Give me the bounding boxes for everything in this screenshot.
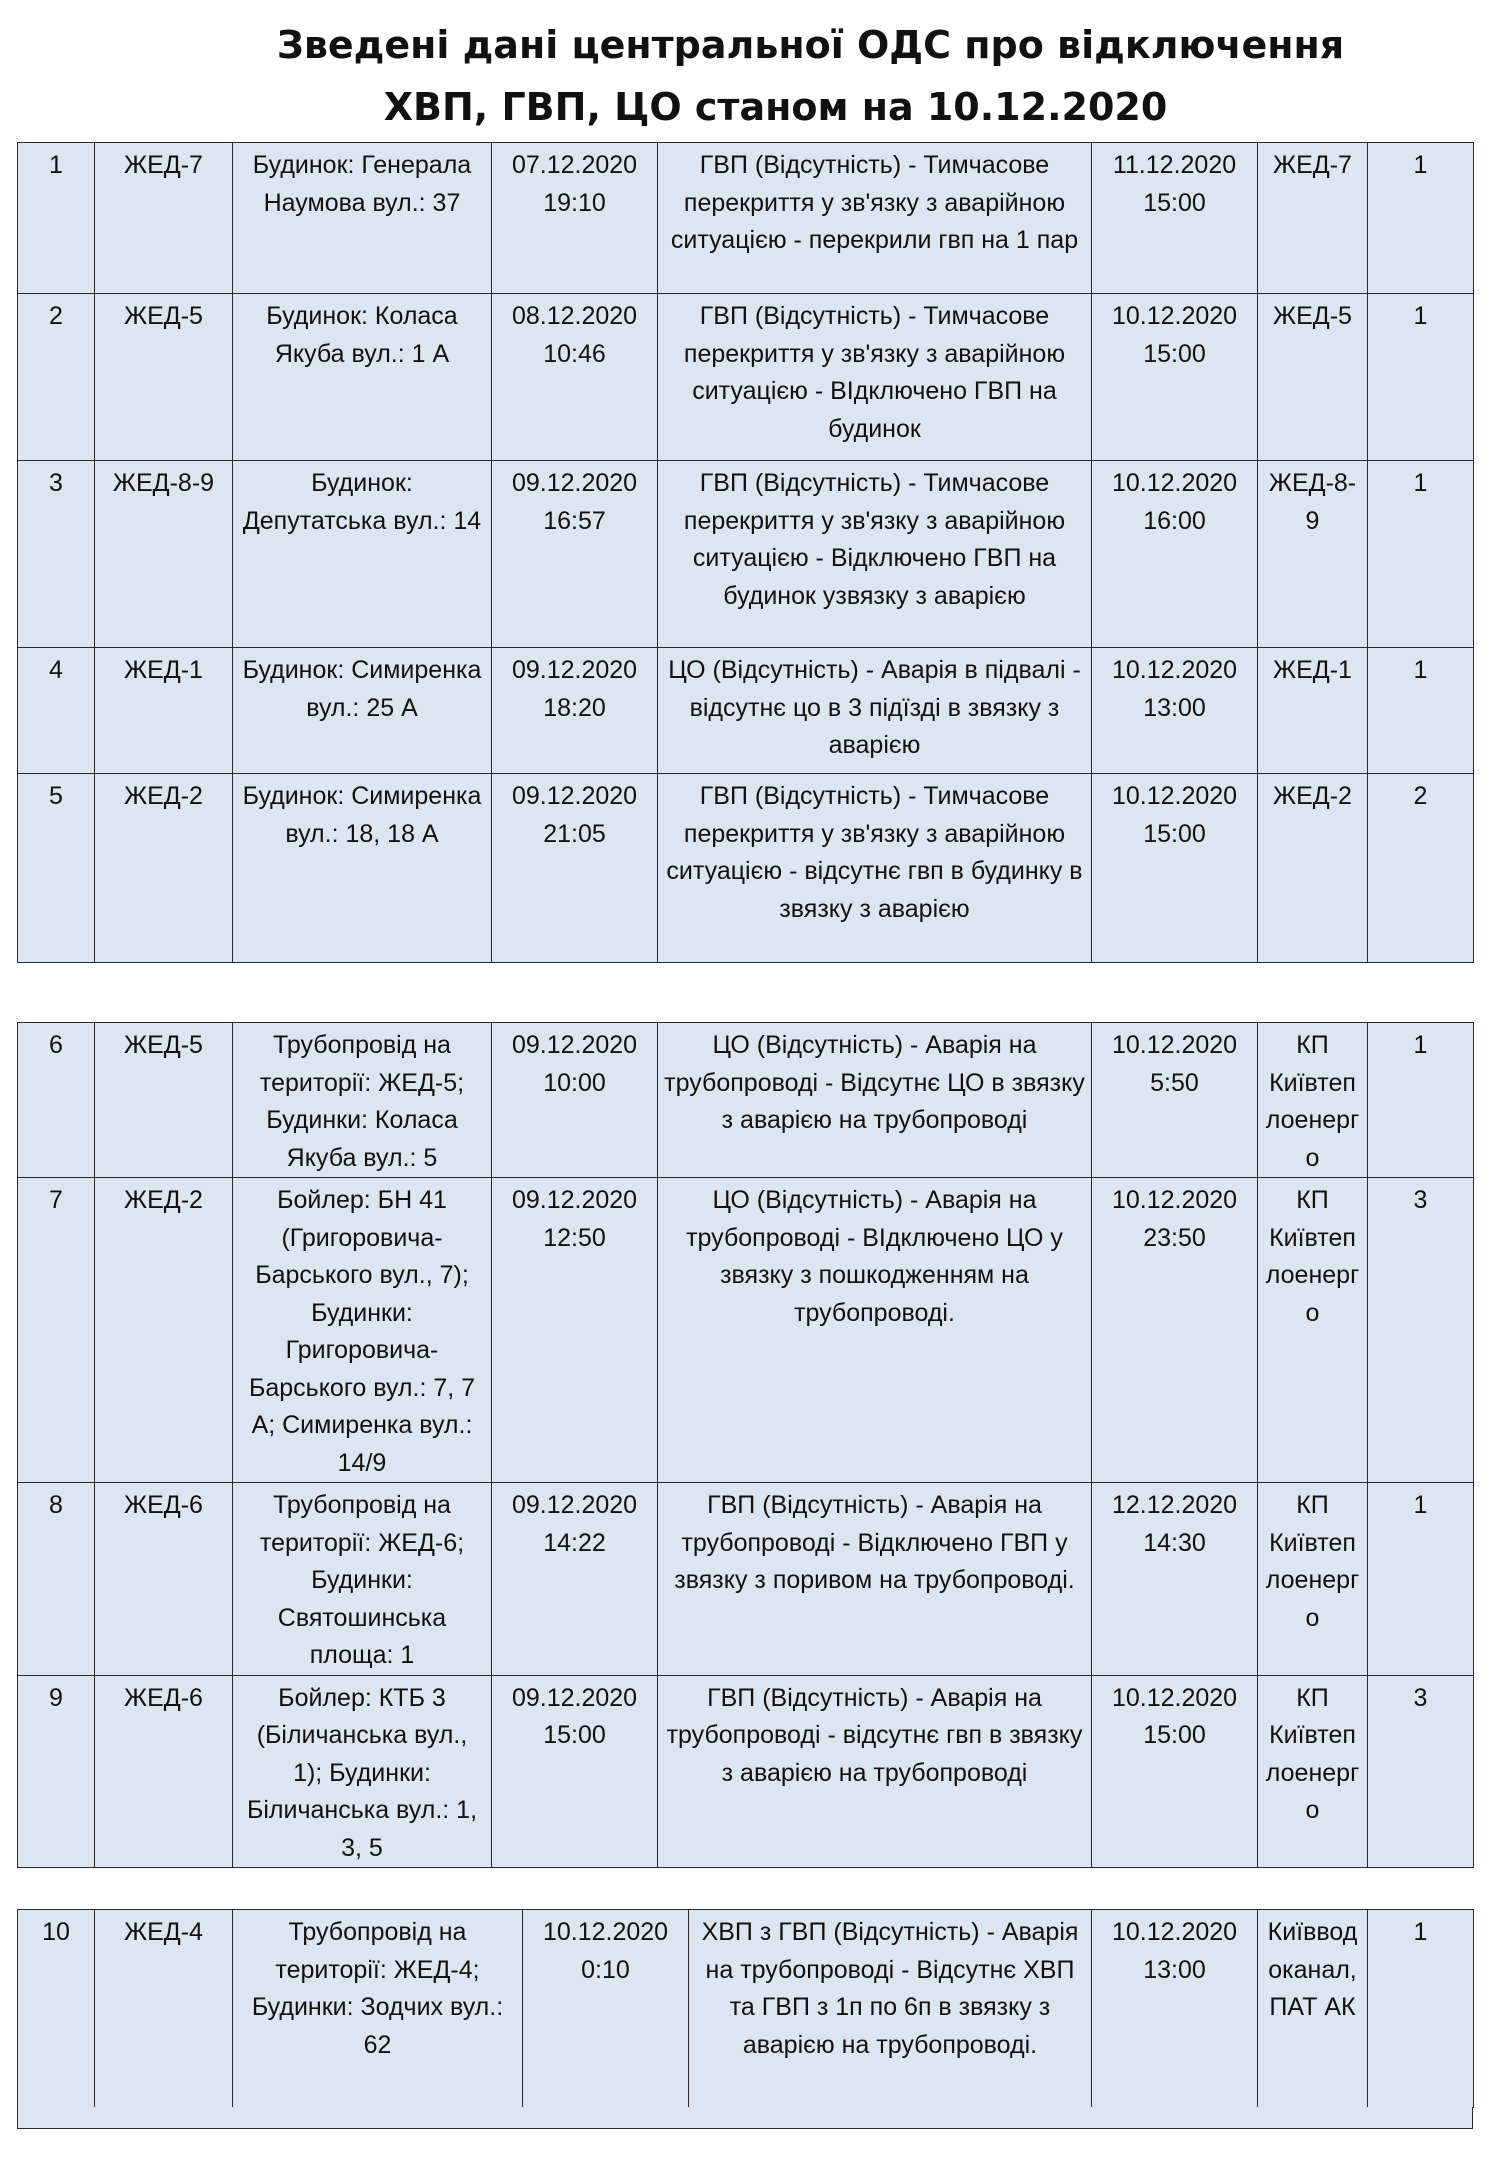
cell-org: ЖЕД-6 [95, 1483, 233, 1676]
cell-description: ЦО (Відсутність) - Аварія на трубопроводі - ВІдключено ЦО у звязку з пошкодженням на трубопроводі. [658, 1178, 1092, 1483]
cell-num: 5 [18, 774, 95, 963]
title-line-2: ХВП, ГВП, ЦО станом на 10.12.2020 [383, 85, 1168, 129]
cell-org: ЖЕД-5 [95, 1023, 233, 1178]
cell-num: 2 [18, 294, 95, 461]
cell-description: ГВП (Відсутність) - Аварія на трубопроводі - Відключено ГВП у звязку з поривом на трубопроводі. [658, 1483, 1092, 1676]
title-line-1: Зведені дані центральної ОДС про відключення [276, 23, 1345, 67]
cell-address: Трубопровід на території: ЖЕД-4; Будинки: Зодчих вул.: 62 [233, 1910, 523, 2108]
cell-count: 1 [1368, 1023, 1474, 1178]
cell-start: 09.12.2020 14:22 [492, 1483, 658, 1676]
table-row [18, 1023, 1474, 1178]
outage-table-block-2 [17, 1022, 1474, 1868]
cell-description: ГВП (Відсутність) - Тимчасове перекриття у зв'язку з аварійною ситуацією - відсутнє гвп в будинку в звязку з аварією [658, 774, 1092, 963]
cell-count: 1 [1368, 1483, 1474, 1676]
cell-description: ХВП з ГВП (Відсутність) - Аварія на трубопроводі - Відсутнє ХВП та ГВП з 1п по 6п в звязку з аварією на трубопроводі. [689, 1910, 1092, 2108]
table-row [18, 294, 1474, 461]
cell-num: 6 [18, 1023, 95, 1178]
cell-start: 09.12.2020 21:05 [492, 774, 658, 963]
cell-count: 1 [1368, 1910, 1474, 2108]
cell-end: 11.12.2020 15:00 [1092, 143, 1258, 294]
cell-address: Трубопровід на території: ЖЕД-6; Будинки: Святошинська площа: 1 [233, 1483, 492, 1676]
cell-org: ЖЕД-2 [95, 1178, 233, 1483]
cell-executor: ЖЕД-7 [1258, 143, 1368, 294]
cell-count: 1 [1368, 294, 1474, 461]
cell-address: Будинок: Коласа Якуба вул.: 1 А [233, 294, 492, 461]
cell-executor: Київводоканал, ПАТ АК [1258, 1910, 1368, 2108]
cell-num: 7 [18, 1178, 95, 1483]
cell-address: Бойлер: БН 41 (Григоровича-Барського вул., 7); Будинки: Григоровича-Барського вул.: 7, 7 А; Симиренка вул.: 14/9 [233, 1178, 492, 1483]
cell-num: 10 [18, 1910, 95, 2108]
cell-end: 12.12.2020 14:30 [1092, 1483, 1258, 1676]
cell-end: 10.12.2020 15:00 [1092, 1675, 1258, 1868]
cell-address: Будинок: Симиренка вул.: 18, 18 А [233, 774, 492, 963]
cell-org: ЖЕД-2 [95, 774, 233, 963]
table-row [18, 648, 1474, 774]
cell-end: 10.12.2020 16:00 [1092, 461, 1258, 648]
cell-address: Будинок: Депутатська вул.: 14 [233, 461, 492, 648]
cell-executor: КП Київтеплоенерго [1258, 1023, 1368, 1178]
cell-executor: КП Київтеплоенерго [1258, 1483, 1368, 1676]
cell-num: 1 [18, 143, 95, 294]
cell-count: 2 [1368, 774, 1474, 963]
cell-executor: КП Київтеплоенерго [1258, 1675, 1368, 1868]
cell-start: 09.12.2020 15:00 [492, 1675, 658, 1868]
cell-description: ГВП (Відсутність) - Тимчасове перекриття у зв'язку з аварійною ситуацією - перекрили гвп на 1 пар [658, 143, 1092, 294]
outage-table-block-3 [17, 1909, 1474, 2108]
cell-start: 09.12.2020 16:57 [492, 461, 658, 648]
cell-description: ГВП (Відсутність) - Тимчасове перекриття у зв'язку з аварійною ситуацією - Відключено ГВП на будинок узвязку з аварією [658, 461, 1092, 648]
cell-org: ЖЕД-4 [95, 1910, 233, 2108]
cell-count: 3 [1368, 1675, 1474, 1868]
cell-num: 9 [18, 1675, 95, 1868]
cell-org: ЖЕД-1 [95, 648, 233, 774]
cell-start: 07.12.2020 19:10 [492, 143, 658, 294]
cell-org: ЖЕД-7 [95, 143, 233, 294]
cell-start: 09.12.2020 18:20 [492, 648, 658, 774]
cell-start: 10.12.2020 0:10 [523, 1910, 689, 2108]
cell-start: 09.12.2020 12:50 [492, 1178, 658, 1483]
cell-address: Будинок: Генерала Наумова вул.: 37 [233, 143, 492, 294]
cell-end: 10.12.2020 13:00 [1092, 1910, 1258, 2108]
cell-executor: КП Київтеплоенерго [1258, 1178, 1368, 1483]
table-row [18, 1910, 1474, 2108]
cell-description: ГВП (Відсутність) - Аварія на трубопроводі - відсутнє гвп в звязку з аварією на трубопроводі [658, 1675, 1092, 1868]
cell-count: 3 [1368, 1178, 1474, 1483]
cell-description: ГВП (Відсутність) - Тимчасове перекриття у зв'язку з аварійною ситуацією - ВІдключено ГВП на будинок [658, 294, 1092, 461]
cell-description: ЦО (Відсутність) - Аварія на трубопроводі - Відсутнє ЦО в звязку з аварією на трубопроводі [658, 1023, 1092, 1178]
cell-executor: ЖЕД-1 [1258, 648, 1368, 774]
cell-executor: ЖЕД-8-9 [1258, 461, 1368, 648]
cell-count: 1 [1368, 461, 1474, 648]
outage-table-block-1 [17, 142, 1474, 963]
table-row [18, 1675, 1474, 1868]
table-continuation [17, 2107, 1473, 2129]
cell-address: Будинок: Симиренка вул.: 25 А [233, 648, 492, 774]
page-title [0, 14, 1491, 138]
cell-start: 09.12.2020 10:00 [492, 1023, 658, 1178]
cell-num: 3 [18, 461, 95, 648]
cell-end: 10.12.2020 23:50 [1092, 1178, 1258, 1483]
cell-org: ЖЕД-8-9 [95, 461, 233, 648]
cell-address: Бойлер: КТБ 3 (Біличанська вул., 1); Будинки: Біличанська вул.: 1, 3, 5 [233, 1675, 492, 1868]
cell-num: 8 [18, 1483, 95, 1676]
table-row [18, 774, 1474, 963]
table-row [18, 1483, 1474, 1676]
cell-executor: ЖЕД-2 [1258, 774, 1368, 963]
cell-org: ЖЕД-6 [95, 1675, 233, 1868]
cell-description: ЦО (Відсутність) - Аварія в підвалі - відсутнє цо в 3 підїзді в звязку з аварією [658, 648, 1092, 774]
table-row [18, 143, 1474, 294]
cell-end: 10.12.2020 13:00 [1092, 648, 1258, 774]
cell-count: 1 [1368, 648, 1474, 774]
cell-count: 1 [1368, 143, 1474, 294]
cell-executor: ЖЕД-5 [1258, 294, 1368, 461]
cell-start: 08.12.2020 10:46 [492, 294, 658, 461]
cell-end: 10.12.2020 15:00 [1092, 294, 1258, 461]
cell-end: 10.12.2020 5:50 [1092, 1023, 1258, 1178]
table-row [18, 1178, 1474, 1483]
cell-org: ЖЕД-5 [95, 294, 233, 461]
cell-num: 4 [18, 648, 95, 774]
cell-address: Трубопровід на території: ЖЕД-5; Будинки: Коласа Якуба вул.: 5 [233, 1023, 492, 1178]
table-row [18, 461, 1474, 648]
cell-end: 10.12.2020 15:00 [1092, 774, 1258, 963]
